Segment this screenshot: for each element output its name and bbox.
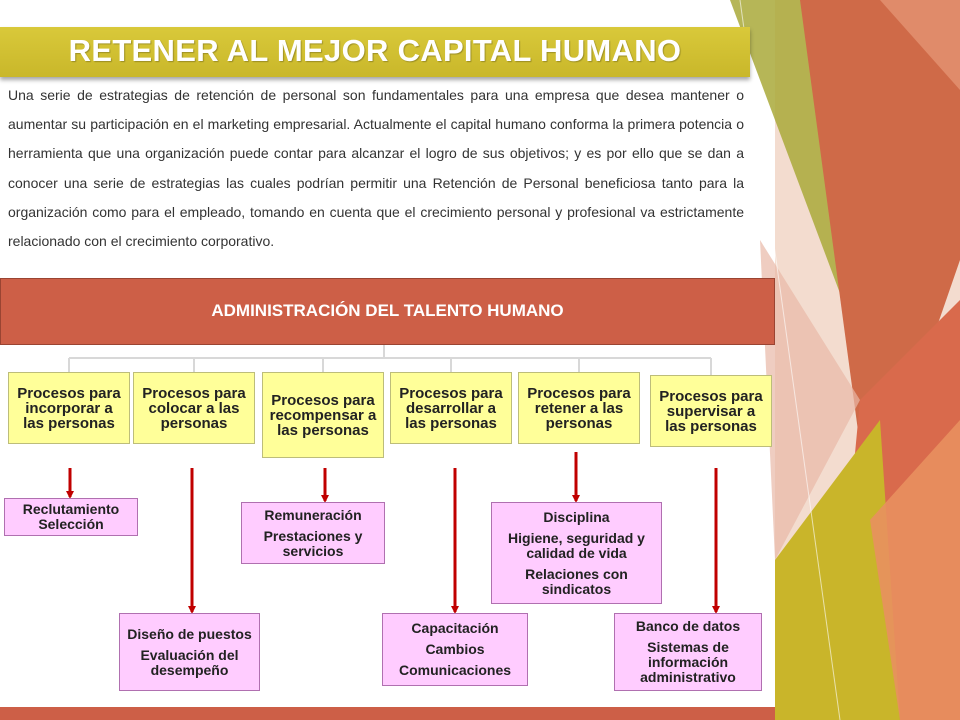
subprocess-box	[241, 502, 385, 564]
process-box: Procesos para colocar a las personas	[133, 372, 255, 444]
subprocess-item: Evaluación del desempeño	[140, 646, 239, 678]
process-box: Procesos para supervisar a las personas	[650, 375, 772, 447]
subprocess-item: Remuneración	[264, 506, 362, 523]
subprocess-box	[119, 613, 260, 691]
process-box: Procesos para desarrollar a las personas	[390, 372, 512, 444]
subprocess-item: Diseño de puestos	[127, 625, 252, 642]
subprocess-item: Sistemas de información administrativo	[640, 639, 736, 685]
subprocess-item: Reclutamiento Selección	[22, 501, 120, 532]
intro-paragraph: Una serie de estrategias de retención de personal son fundamentales para una empresa que desea mantener o aumentar su participación en el marketing empresarial. Actualmente el capital humano conforma la primera potencia o herramienta que una organización puede contar para alcanzar el logro de sus objetivos; y es por ello que se dan a conocer una serie de estrategias las cuales podrían permitir una Retención de Personal beneficiosa tanto para la organización como para el empleado, tomando en cuenta que el crecimiento personal y profesional va estrictamente relacionado con el crecimiento corporativo.	[8, 87, 744, 250]
subprocess-box	[382, 613, 528, 686]
subprocess-item: Banco de datos	[635, 618, 741, 634]
subprocess-item: Prestaciones y servicios	[263, 527, 363, 559]
subprocess-item: Capacitación	[411, 620, 499, 636]
process-box: Procesos para retener a las personas	[518, 372, 640, 444]
process-box: Procesos para incorporar a las personas	[8, 372, 130, 444]
org-chart	[0, 345, 775, 720]
subprocess-item: Cambios	[425, 641, 485, 657]
bottom-bar	[0, 707, 775, 720]
subprocess-box	[614, 613, 762, 691]
subprocess-item: Relaciones con sindicatos	[525, 565, 628, 597]
subprocess-item: Disciplina	[543, 508, 610, 525]
root-node-label: ADMINISTRACIÓN DEL TALENTO HUMANO	[211, 301, 564, 320]
subprocess-item: Higiene, seguridad y calidad de vida	[508, 529, 645, 561]
slide-title: RETENER AL MEJOR CAPITAL HUMANO	[68, 33, 682, 68]
subprocess-item: Comunicaciones	[398, 662, 512, 678]
process-box: Procesos para recompensar a las personas	[262, 372, 384, 458]
subprocess-box	[491, 502, 662, 604]
subprocess-box	[4, 498, 138, 536]
